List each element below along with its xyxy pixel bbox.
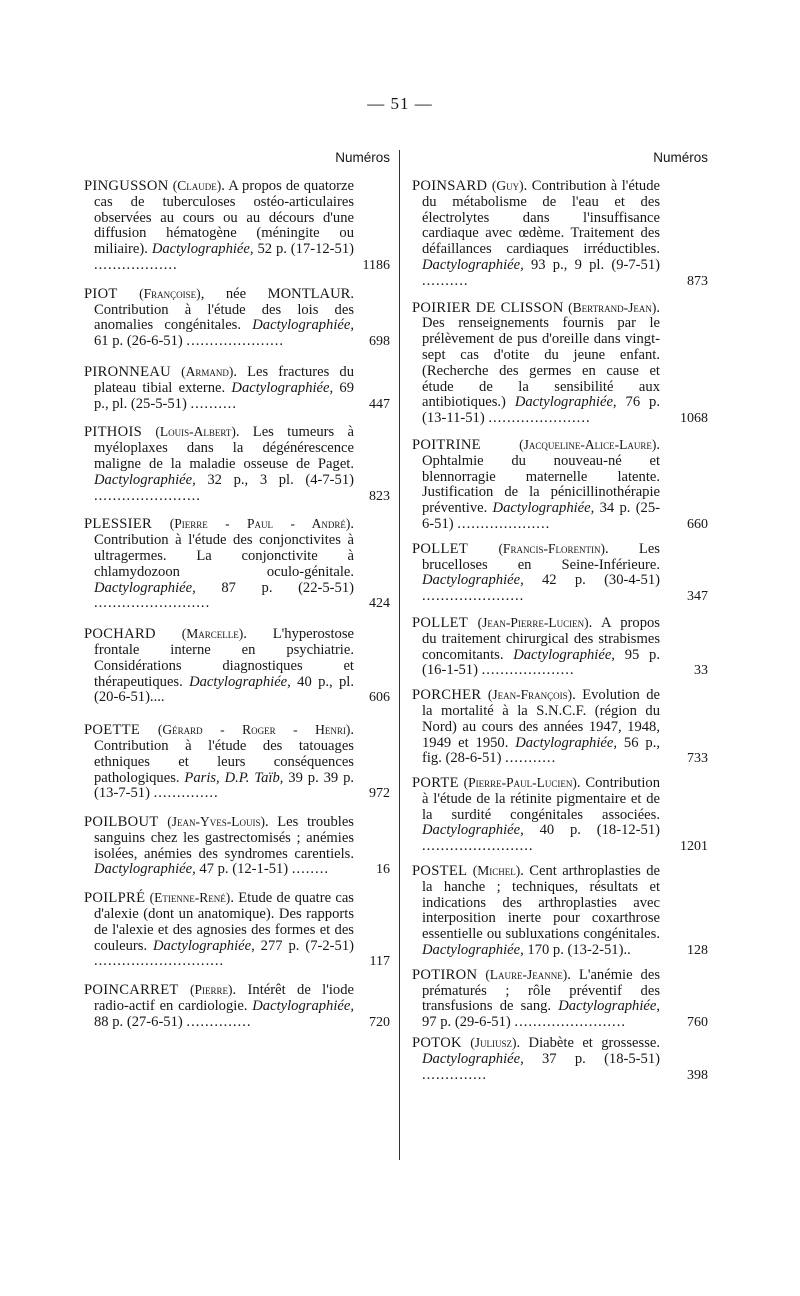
publication-note: Dactylographiée,: [515, 734, 617, 751]
author-surname: POETTE: [84, 722, 141, 739]
thesis-title: . Intérêt de l'iode radio-actif en cardiologie.: [94, 982, 354, 1015]
leader-dots: ........: [291, 861, 329, 878]
author-given-name: (Bertrand-Jean): [568, 299, 657, 315]
thesis-title: . A propos de quatorze cas de tuberculoses ostéo-articulaires observées au cours ou au décours d'une diffusion hématogène (méningite ou miliaire).: [94, 178, 354, 258]
author-given-name: (Jean-Pierre-Lucien): [477, 614, 589, 630]
author-surname: POIRIER DE CLISSON: [412, 299, 564, 316]
bibliography-entry: [412, 300, 708, 427]
bibliography-entry: [412, 437, 708, 533]
entry-number: 33: [694, 663, 708, 679]
author-given-name: (Gérard - Roger - Henri): [157, 722, 351, 738]
publication-note: Dactylographiée,: [422, 572, 524, 589]
thesis-title: . Etude de quatre cas d'alexie (dont un anatomique). Des rapports de l'alexie et des agnosies des formes et des couleurs.: [94, 890, 354, 954]
pagination-date: 37 p. (18-5-51): [542, 1050, 660, 1067]
entry-text: [412, 300, 660, 427]
entry-number: 720: [369, 1014, 390, 1030]
pagination-date: 39 p. 39 p. (13-7-51): [94, 769, 355, 802]
entry-text: [84, 722, 354, 802]
entry-text: [412, 437, 660, 533]
leader-dots: ...........: [505, 750, 557, 767]
entry-text: [412, 178, 660, 290]
bibliography-entry: [412, 863, 708, 959]
entry-text: [84, 178, 354, 274]
author-surname: POLLET: [412, 614, 469, 631]
author-surname: POINCARRET: [84, 982, 179, 999]
entry-text: [412, 775, 660, 855]
leader-dots: .....................: [186, 333, 285, 350]
bibliography-entry: [84, 286, 390, 350]
thesis-title: . Evolution de la mortalité à la S.N.C.F. (région du Nord) au cours des années 1947, 1948, 1949 et 1950.: [422, 687, 660, 751]
leader-dots: ..............: [422, 1066, 488, 1083]
bibliography-entry: [84, 424, 390, 504]
entry-number: 698: [369, 334, 390, 350]
pagination-date: 42 p. (30-4-51): [542, 572, 660, 589]
publication-note: Dactylographiée,: [252, 317, 354, 334]
thesis-title: . Les brucelloses en Seine-Inférieure.: [422, 540, 660, 573]
entry-text: [412, 541, 660, 605]
thesis-title: . Contribution à l'étude des tatouages ethniques et leurs conséquences pathologiques.: [94, 722, 354, 786]
publication-note: Dactylographiée,: [94, 579, 196, 596]
publication-note: Paris, D.P. Taïb,: [184, 769, 284, 786]
author-surname: PORTE: [412, 775, 459, 792]
pagination-date: 47 p. (12-1-51): [199, 861, 289, 878]
entry-number: 1068: [680, 411, 708, 427]
thesis-title: . A propos du traitement chirurgical des strabismes concomitants.: [422, 614, 660, 663]
publication-note: Dactylographiée,: [492, 500, 595, 517]
entry-text: [84, 286, 354, 350]
right-column: [412, 150, 708, 1083]
entry-text: [412, 615, 660, 679]
thesis-title: . Les troubles sanguins chez les gastrectomisés ; anémies isolées, anémies des syndromes carentiels.: [94, 814, 354, 862]
author-given-name: (Pierre-Paul-Lucien): [463, 775, 577, 791]
author-given-name: (Armand): [181, 363, 234, 379]
author-given-name: (Guy): [491, 178, 524, 193]
leader-dots: ..............: [153, 785, 219, 802]
author-surname: POLLET: [412, 540, 469, 557]
publication-note: Dactylographiée,: [558, 998, 660, 1015]
author-given-name: (Etienne-René): [149, 890, 231, 906]
thesis-title: . Diabète et grossesse.: [516, 1035, 660, 1052]
entry-number: 606: [369, 690, 390, 706]
author-surname: PINGUSSON: [84, 178, 169, 194]
author-given-name: (Louis-Albert): [155, 424, 236, 440]
bibliography-entry: [412, 178, 708, 290]
author-given-name: (Marcelle): [181, 626, 244, 642]
leader-dots: ......................: [422, 588, 525, 605]
publication-note: Dactylographiée,: [151, 241, 254, 258]
author-given-name: (Françoise): [139, 285, 201, 301]
author-given-name: (Juliusz): [470, 1035, 517, 1051]
publication-note: Dactylographiée,: [189, 673, 291, 690]
thesis-title: . Ophtalmie du nouveau-né et blennorragie maternelle latente. Justification de la pénicillinothérapie préventive.: [422, 436, 660, 517]
author-given-name: (Claude): [172, 178, 222, 193]
bibliography-entry: [412, 1035, 708, 1083]
entry-text: [84, 364, 354, 412]
entry-text: [84, 424, 354, 504]
entry-number: 347: [687, 589, 708, 605]
entry-text: [84, 890, 354, 970]
entry-number: 117: [369, 954, 390, 970]
bibliography-entry: [412, 687, 708, 767]
bibliography-entry: [84, 890, 390, 970]
pagination-date: 32 p., 3 pl. (4-7-51): [207, 471, 354, 488]
leader-dots: ........................: [514, 1014, 626, 1031]
column-header-numeros: Numéros: [335, 150, 390, 165]
entry-number: 128: [687, 943, 708, 959]
pagination-date: 52 p. (17-12-51): [257, 241, 355, 258]
pagination-date: 95 p. (16-1-51): [422, 646, 660, 679]
entry-text: [412, 967, 660, 1031]
leader-dots: .........................: [94, 595, 211, 612]
pagination-date: 61 p. (26-6-51): [94, 333, 183, 350]
leader-dots: .......................: [94, 487, 201, 504]
pagination-date: 88 p. (27-6-51): [94, 1013, 183, 1030]
page-number: — 51 —: [367, 94, 433, 113]
publication-note: Dactylographiée,: [513, 646, 615, 663]
author-surname: POSTEL: [412, 863, 468, 880]
thesis-title: . Des renseignements fournis par le prélèvement de pus d'oreille dans vingt-sept cas d'otite du jeune enfant. (Recherche des germes en cause et étude de la sensibilité aux antibiotiques.): [422, 299, 660, 411]
pagination-date: 69 p., pl. (25-5-51): [94, 379, 354, 412]
entry-text: [84, 626, 354, 706]
author-surname: PORCHER: [412, 687, 482, 704]
column-header-numeros: Numéros: [653, 150, 708, 165]
publication-note: Dactylographiée,: [153, 937, 255, 954]
bibliography-entry: [84, 626, 390, 706]
leader-dots: ......................: [488, 410, 591, 427]
author-given-name: (Pierre): [190, 982, 233, 998]
pagination-date: 40 p. (18-12-51): [539, 822, 660, 839]
pagination-date: 34 p. (25-6-51): [422, 500, 661, 532]
pagination-date: 97 p. (29-6-51): [422, 1014, 511, 1031]
thesis-title: . Contribution à l'étude du métabolisme de l'eau et des électrolytes dans l'insuffisance cardiaque avec œdème. Traitement des défaillances cardiaques irréductibles.: [422, 178, 660, 258]
entry-number: 1201: [680, 839, 708, 855]
pagination-date: 93 p., 9 pl. (9-7-51): [530, 256, 660, 273]
leader-dots: ..........: [190, 395, 237, 412]
entry-text: [84, 982, 354, 1030]
entry-number: 424: [369, 596, 390, 612]
author-surname: PIOT: [84, 285, 118, 302]
publication-note: Dactylographiée,: [94, 471, 196, 488]
entry-number: 398: [687, 1067, 708, 1083]
author-given-name: (Pierre - Paul - André): [169, 516, 351, 532]
bibliography-entry: [84, 364, 390, 412]
leader-dots: ..................: [94, 256, 178, 273]
pagination-date: 56 p., fig. (28-6-51): [422, 734, 660, 767]
author-given-name: (Jacqueline-Alice-Laure): [519, 436, 657, 452]
leader-dots: ..........: [422, 272, 469, 289]
entry-number: 972: [369, 786, 390, 802]
entry-number: 823: [369, 488, 390, 504]
thesis-title: . Les fractures du plateau tibial externe.: [94, 363, 354, 396]
thesis-title: . Contribution à l'étude des conjonctivites à ultragermes. La conjonctivite à chlamydozoon oculo-génitale.: [94, 516, 354, 580]
publication-note: Dactylographiée,: [422, 822, 524, 839]
author-given-name: (Jean-Yves-Louis): [167, 814, 265, 830]
thesis-title: . Cent arthroplasties de la hanche ; techniques, résultats et indications des arthroplasties avec interposition inerte pour coxarthrose essentielle ou subluxations congénitales.: [422, 863, 660, 943]
author-surname: PITHOIS: [84, 424, 143, 441]
entry-number: 660: [687, 516, 708, 532]
author-given-name: (Francis-Florentin): [498, 540, 605, 556]
left-column: [84, 150, 390, 1031]
entry-text: [412, 687, 660, 767]
publication-note: Dactylographiée,: [422, 256, 524, 273]
entry-number: 760: [687, 1015, 708, 1031]
author-given-name: (Laure-Jeanne): [485, 966, 568, 982]
bibliography-entry: [84, 814, 390, 878]
thesis-title: . L'hyperostose frontale interne en psychiatrie. Considérations diagnostiques et thérapeutiques.: [94, 626, 354, 690]
entry-list: [84, 178, 390, 1031]
bibliography-entry: [84, 722, 390, 802]
entry-text: [84, 814, 354, 878]
bibliography-entry: [84, 982, 390, 1030]
thesis-title: . Contribution à l'étude de la rétinite pigmentaire et de la surdité congénitales associées.: [422, 775, 660, 823]
author-surname: POTOK: [412, 1035, 462, 1052]
author-given-name: (Jean-François): [487, 687, 573, 703]
author-given-name: (Michel): [472, 863, 521, 879]
entry-text: [412, 863, 660, 959]
entry-number: 16: [376, 862, 390, 878]
bibliography-entry: [84, 178, 390, 274]
entry-text: [412, 1035, 660, 1083]
author-surname: POILBOUT: [84, 814, 159, 831]
publication-note: Dactylographiée,: [94, 861, 196, 878]
entry-number: 447: [369, 396, 390, 412]
bibliography-entry: [412, 775, 708, 855]
author-surname: PIRONNEAU: [84, 363, 172, 380]
thesis-title: , née MONTLAUR. Contribution à l'étude des lois des anomalies congénitales.: [94, 285, 354, 334]
publication-note: Dactylographiée,: [514, 394, 617, 411]
pagination-date: 277 p. (7-2-51): [260, 937, 354, 954]
publication-note: Dactylographiée,: [422, 942, 524, 959]
publication-note: Dactylographiée,: [231, 379, 334, 396]
leader-dots: ....................: [481, 662, 575, 679]
thesis-title: . Les tumeurs à myéloplaxes dans la dégénérescence maligne de la maladie osseuse de Paget.: [94, 424, 354, 472]
entry-number: 733: [687, 751, 708, 767]
entry-number: 1186: [362, 257, 390, 273]
pagination-date: 40 p., pl. (20-6-51)....: [94, 673, 354, 706]
entry-text: [84, 516, 354, 612]
author-surname: PLESSIER: [84, 516, 153, 533]
publication-note: Dactylographiée,: [252, 998, 354, 1015]
pagination-date: 170 p. (13-2-51)..: [527, 942, 631, 959]
leader-dots: ............................: [94, 953, 225, 970]
bibliography-entry: [412, 541, 708, 605]
author-surname: POTIRON: [412, 966, 478, 983]
entry-list: [412, 178, 708, 1083]
bibliography-entry: [412, 615, 708, 679]
column-divider: [399, 150, 400, 1160]
publication-note: Dactylographiée,: [422, 1050, 524, 1067]
bibliography-entry: [84, 516, 390, 612]
author-surname: POITRINE: [412, 436, 481, 453]
leader-dots: ........................: [422, 838, 534, 855]
leader-dots: ....................: [457, 515, 551, 532]
author-surname: POINSARD: [412, 178, 488, 194]
pagination-date: 76 p. (13-11-51): [422, 394, 660, 427]
author-surname: POCHARD: [84, 626, 156, 643]
leader-dots: ..............: [186, 1013, 252, 1030]
bibliography-entry: [412, 967, 708, 1031]
thesis-title: . L'anémie des prématurés ; rôle préventif des transfusions de sang.: [422, 966, 660, 1015]
pagination-date: 87 p. (22-5-51): [221, 579, 354, 596]
author-surname: POILPRÉ: [84, 890, 146, 907]
entry-number: 873: [687, 273, 708, 289]
